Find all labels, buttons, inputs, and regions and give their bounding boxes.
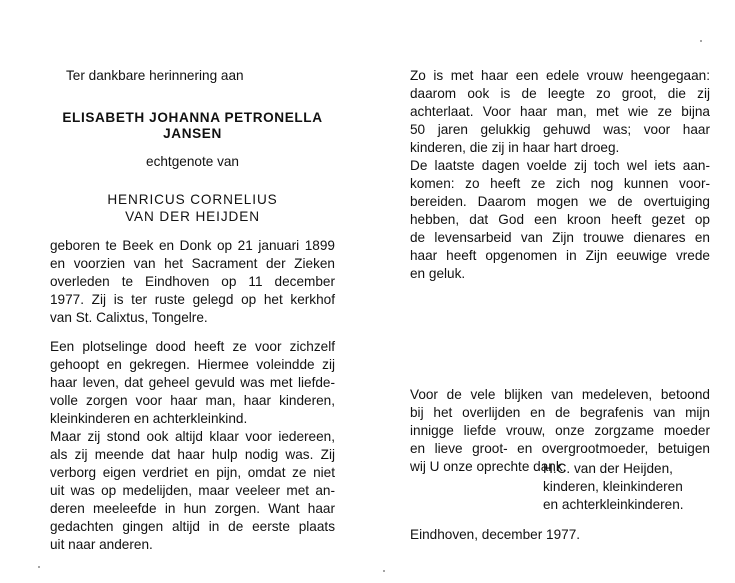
intro-text: Ter dankbare herinnering aan [66,68,244,83]
signature-line: kinderen, kleinkinderen [543,479,683,494]
body-line: kinderen, die zij in haar hart droeg. [410,140,620,155]
body-line: gehoopt en gekregen. Hiermee voleindde zij [50,357,335,372]
body-line: komen: zo heeft ze zich nog kunnen voor- [410,176,710,191]
body-line: bereiden. Daarom mogen we de overtuiging [410,194,710,209]
thanks-line: en lieve groot- en overgrootmoeder, betuigen [410,441,710,456]
body-line: en geluk. [410,266,466,281]
bio-line: van St. Calixtus, Tongelre. [50,310,208,325]
thanks-line: wij U onze oprechte dank. [410,459,567,474]
thanks-line: innigge liefde vrouw, onze zorgzame moeder [410,423,710,438]
body-line: kleinkinderen en achterkleinkind. [50,411,248,426]
body-line: Maar zij stond ook altijd klaar voor iedereen, [50,429,335,444]
body-line: 50 jaren gelukkig gehuwd was; voor haar [410,122,710,137]
bio-line: en voorzien van het Sacrament der Zieken [50,256,335,271]
thanks-line: bij het overlijden en de begrafenis van mijn [410,405,710,420]
deceased-name-line-2: JANSEN [163,126,222,141]
print-speck [700,40,702,42]
body-line: Zo is met haar een edele vrouw heengegaan: [410,68,710,83]
spouse-name-line-1: HENRICUS CORNELIUS [107,192,278,207]
signature-line: H.C. van der Heijden, [543,461,673,476]
body-line: deren meeleefde in hun zorgen. Want haar [50,501,335,516]
spouse-label: echtgenote van [146,154,239,169]
body-line: achterlaat. Voor haar man, met wie ze bijna [410,104,710,119]
body-line: gedachten gingen altijd in de eerste plaats [50,519,335,534]
body-line: als zij meende dat haar hulp nodig was. Zij [50,447,335,462]
body-line: verborg eigen verdriet en pijn, omdat ze niet [50,465,335,480]
bio-line: overleden te Eindhoven op 11 december [50,274,335,289]
body-line: daarom ook is de leegte zo groot, die zij [410,86,710,101]
deceased-name-line-1: ELISABETH JOHANNA PETRONELLA [62,110,323,125]
signature-line: en achterkleinkinderen. [543,497,684,512]
thanks-line: Voor de vele blijken van medeleven, betoond [410,387,710,402]
spouse-name-line-2: VAN DER HEIJDEN [125,209,260,224]
body-line: de levensarbeid van Zijn trouwe dienares en [410,230,710,245]
bio-line: geboren te Beek en Donk op 21 januari 1899 [50,238,335,253]
body-line: haar heeft opgenomen in Zijn eeuwige vrede [410,248,710,263]
body-line: haar leven, dat geheel gevuld was met liefde- [50,375,335,390]
body-line: hebben, dat God een kroon heeft gezet op [410,212,710,227]
body-line: Een plotselinge dood heeft ze voor zichzelf [50,339,335,354]
bio-line: 1977. Zij is ter ruste gelegd op het kerkhof [50,292,335,307]
body-line: De laatste dagen voelde zij toch wel iets aan- [410,158,710,173]
body-line: uit was op medelijden, maar veeleer met an- [50,483,335,498]
place-date: Eindhoven, december 1977. [410,527,581,542]
body-line: uit naar anderen. [50,537,153,552]
print-speck [38,566,40,568]
print-speck [383,570,385,572]
body-line: volle zorgen voor haar man, haar kinderen, [50,393,335,408]
